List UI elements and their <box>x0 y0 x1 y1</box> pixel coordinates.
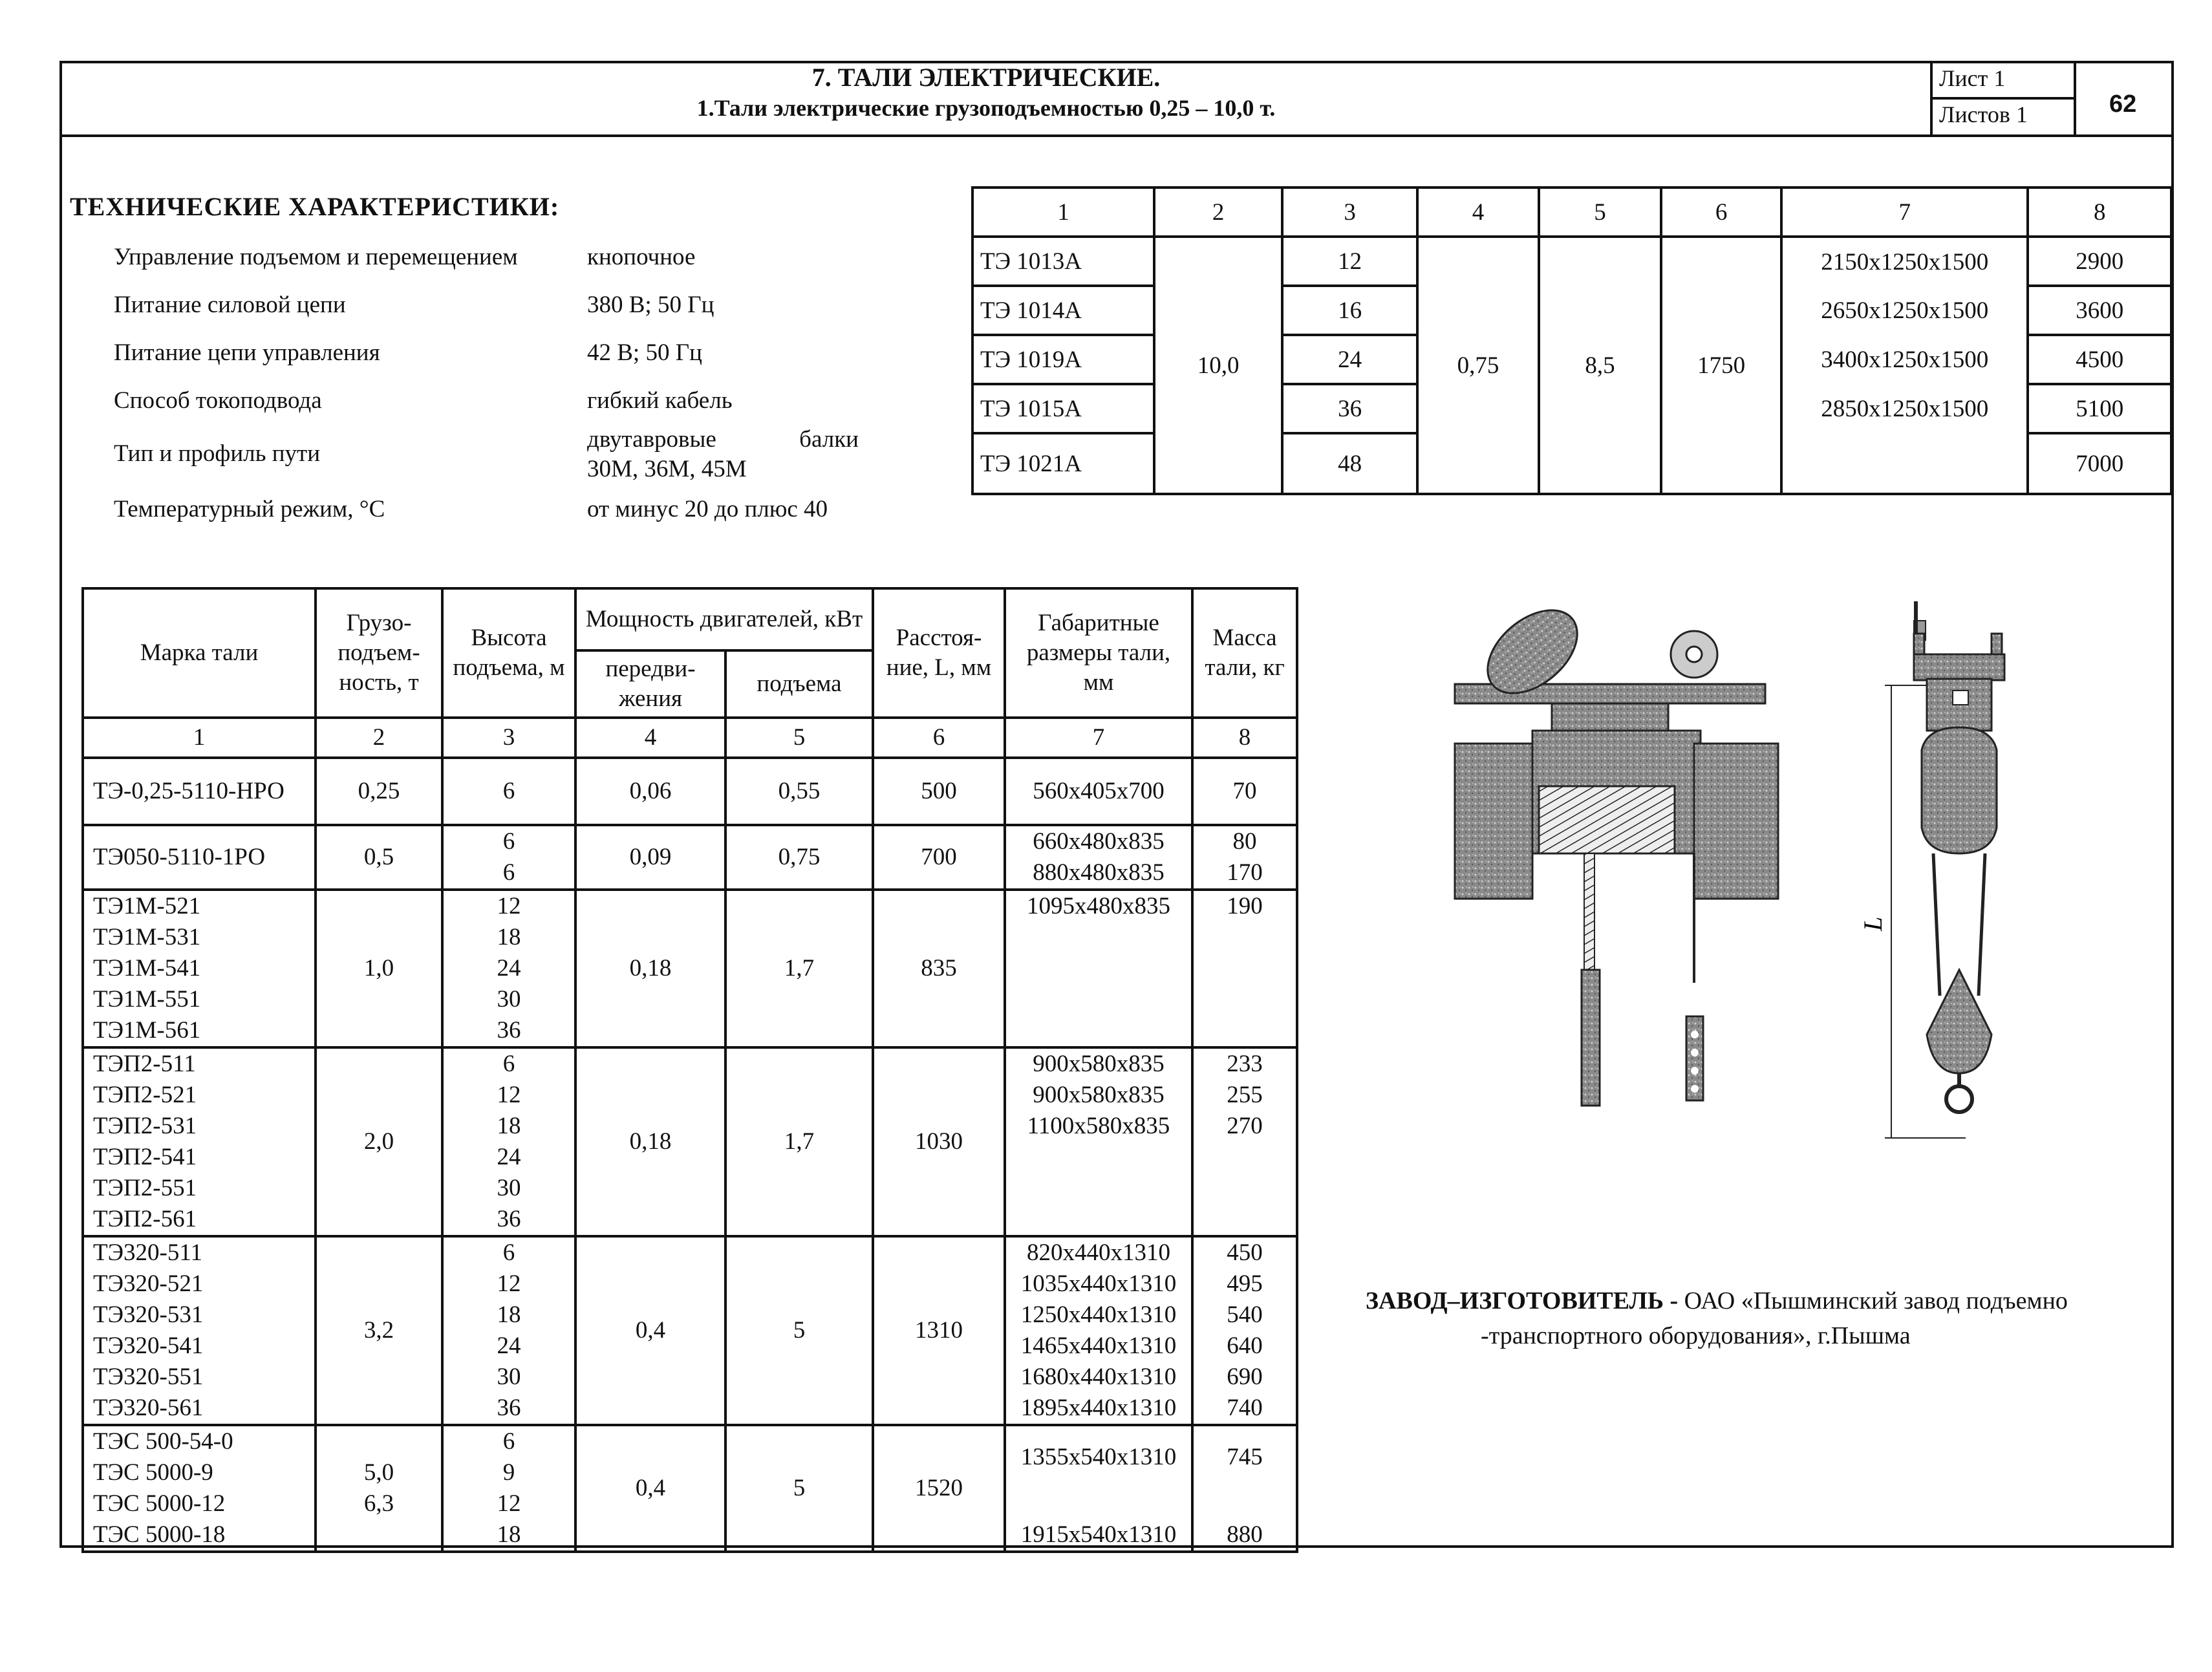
col-number: 2 <box>316 718 442 758</box>
power-lift-cell: 0,75 <box>725 825 873 890</box>
dims-cell: 1095х480х835 <box>1005 890 1192 1047</box>
height-cell: 6 6 <box>442 825 575 890</box>
table-row <box>83 1047 1297 1236</box>
col-number: 1 <box>972 188 1154 237</box>
power-move-cell: 0,09 <box>575 825 725 890</box>
spec-value: 380 В; 50 Гц <box>587 292 714 318</box>
head-mass: Масса тали, кг <box>1192 588 1297 718</box>
distance-cell: 835 <box>873 890 1005 1047</box>
mass-cell: 7000 <box>2028 433 2171 494</box>
power-lift-cell: 8,5 <box>1539 237 1661 494</box>
height-cell: 48 <box>1282 433 1417 494</box>
mass-cell: 2900 <box>2028 237 2171 286</box>
model-cell: ТЭ 1014А <box>972 286 1154 335</box>
power-move-cell: 0,4 <box>575 1236 725 1425</box>
height-cell: 6 12 18 24 30 36 <box>442 1236 575 1425</box>
dims-cell: 900х580х835 900х580х835 1100х580х835 <box>1005 1047 1192 1236</box>
height-cell: 24 <box>1282 335 1417 384</box>
head-height: Высота подъема, м <box>442 588 575 718</box>
col-number: 5 <box>725 718 873 758</box>
model-cell: ТЭП2-511 ТЭП2-521 ТЭП2-531 ТЭП2-541 ТЭП2-551 ТЭП2-561 <box>83 1047 316 1236</box>
dims-cell: 2650х1250х1500 <box>1781 286 2028 335</box>
dims-cell: 820х440х1310 1035х440х1310 1250х440х1310 1465х440х1310 1680х440х1310 1895х440х1310 <box>1005 1236 1192 1425</box>
mass-cell: 450 495 540 640 690 740 <box>1192 1236 1297 1425</box>
spec-value-profiles: 30М, 36М, 45М <box>587 456 747 482</box>
spec-label: Способ токоподвода <box>114 387 322 414</box>
manufacturer-label: ЗАВОД–ИЗГОТОВИТЕЛЬ - <box>1366 1287 1684 1314</box>
power-lift-cell: 5 <box>725 1236 873 1425</box>
spec-label: Питание цепи управления <box>114 339 380 366</box>
capacity-cell: 1,0 <box>316 890 442 1047</box>
model-cell: ТЭ 1021А <box>972 433 1154 494</box>
dimension-label: L <box>1858 916 1887 931</box>
spec-label: Питание силовой цепи <box>114 292 346 318</box>
head-capacity: Грузо-подъем-ность, т <box>316 588 442 718</box>
dims-cell <box>1781 433 2028 494</box>
heavy-hoists-table <box>971 186 2173 495</box>
power-move-cell: 0,4 <box>575 1425 725 1552</box>
head-model: Марка тали <box>83 588 316 718</box>
col-number: 3 <box>442 718 575 758</box>
col-number: 7 <box>1005 718 1192 758</box>
power-lift-cell: 1,7 <box>725 1047 873 1236</box>
height-cell: 12 <box>1282 237 1417 286</box>
distance-cell: 1520 <box>873 1425 1005 1552</box>
model-cell: ТЭ-0,25-5110-НРО <box>83 758 316 825</box>
col-number: 8 <box>1192 718 1297 758</box>
col-number: 5 <box>1539 188 1661 237</box>
power-lift-cell: 5 <box>725 1425 873 1552</box>
model-cell: ТЭ320-511 ТЭ320-521 ТЭ320-531 ТЭ320-541 ТЭ320-551 ТЭ320-561 <box>83 1236 316 1425</box>
head-power-lift: подъема <box>725 650 873 718</box>
sheet-label: Лист 1 <box>1939 65 2006 91</box>
head-power-move: передви-жения <box>575 650 725 718</box>
head-distance: Расстоя-ние, L, мм <box>873 588 1005 718</box>
manufacturer-line1 <box>1366 1287 2068 1315</box>
dims-cell: 560х405х700 <box>1005 758 1192 825</box>
distance-cell: 1030 <box>873 1047 1005 1236</box>
power-move-cell: 0,18 <box>575 1047 725 1236</box>
model-cell: ТЭ 1015А <box>972 384 1154 433</box>
dims-cell: 660х480х835 880х480х835 <box>1005 825 1192 890</box>
capacity-cell: 5,0 6,3 <box>316 1425 442 1552</box>
mass-cell: 70 <box>1192 758 1297 825</box>
mass-cell: 3600 <box>2028 286 2171 335</box>
manufacturer-line2: -транспортного оборудования», г.Пышма <box>1481 1322 1911 1349</box>
col-number: 6 <box>1661 188 1781 237</box>
dims-cell: 3400х1250х1500 <box>1781 335 2028 384</box>
col-number: 2 <box>1154 188 1282 237</box>
spec-value: от минус 20 до плюс 40 <box>587 496 828 522</box>
power-move-cell: 0,18 <box>575 890 725 1047</box>
distance-cell: 1750 <box>1661 237 1781 494</box>
col-number: 7 <box>1781 188 2028 237</box>
spec-value: гибкий кабель <box>587 387 733 414</box>
spec-value: кнопочное <box>587 244 696 270</box>
distance-cell: 500 <box>873 758 1005 825</box>
power-lift-cell: 0,55 <box>725 758 873 825</box>
capacity-cell: 10,0 <box>1154 237 1282 494</box>
dims-cell: 2150х1250х1500 <box>1781 237 2028 286</box>
power-lift-cell: 1,7 <box>725 890 873 1047</box>
height-cell: 6 9 12 18 <box>442 1425 575 1552</box>
sheets-label: Листов 1 <box>1939 102 2028 127</box>
capacity-cell: 0,25 <box>316 758 442 825</box>
page-number: 62 <box>2109 91 2137 118</box>
col-number: 3 <box>1282 188 1417 237</box>
head-dims: Габаритные размеры тали, мм <box>1005 588 1192 718</box>
dims-cell: 1355х540х1310 1915х540х1310 <box>1005 1425 1192 1552</box>
table-row <box>83 825 1297 890</box>
page-subtitle: 1.Тали электрические грузоподъемностью 0,25 – 10,0 т. <box>696 95 1276 121</box>
head-power: Мощность двигателей, кВт <box>575 588 873 650</box>
height-cell: 12 18 24 30 36 <box>442 890 575 1047</box>
col-number: 4 <box>575 718 725 758</box>
capacity-cell: 2,0 <box>316 1047 442 1236</box>
distance-cell: 1310 <box>873 1236 1005 1425</box>
table-row <box>83 1236 1297 1425</box>
table-row <box>83 890 1297 1047</box>
mass-cell: 5100 <box>2028 384 2171 433</box>
hoist-drawing <box>1435 582 2056 1183</box>
distance-cell: 700 <box>873 825 1005 890</box>
spec-label: Тип и профиль пути <box>114 440 321 467</box>
hoists-table <box>81 587 1298 1553</box>
table-row <box>83 758 1297 825</box>
col-number: 1 <box>83 718 316 758</box>
spec-label: Температурный режим, °С <box>114 496 385 522</box>
hoist-side-view <box>1455 594 1778 1106</box>
page-title: 7. ТАЛИ ЭЛЕКТРИЧЕСКИЕ. <box>811 63 1161 92</box>
manufacturer-name: ОАО «Пышминский завод подъемно <box>1684 1287 2068 1314</box>
model-cell: ТЭ 1019А <box>972 335 1154 384</box>
model-cell: ТЭС 500-54-0 ТЭС 5000-9 ТЭС 5000-12 ТЭС 5000-18 <box>83 1425 316 1552</box>
mass-cell: 190 <box>1192 890 1297 1047</box>
spec-value: 42 В; 50 Гц <box>587 339 702 366</box>
height-cell: 6 <box>442 758 575 825</box>
table-row <box>83 1425 1297 1552</box>
dims-cell: 2850х1250х1500 <box>1781 384 2028 433</box>
mass-cell: 4500 <box>2028 335 2171 384</box>
model-cell: ТЭ 1013А <box>972 237 1154 286</box>
height-cell: 6 12 18 24 30 36 <box>442 1047 575 1236</box>
spec-value: двутавровые балки <box>587 426 859 453</box>
height-cell: 36 <box>1282 384 1417 433</box>
mass-cell: 233 255 270 <box>1192 1047 1297 1236</box>
mass-cell: 745 880 <box>1192 1425 1297 1552</box>
capacity-cell: 0,5 <box>316 825 442 890</box>
col-number: 4 <box>1417 188 1539 237</box>
mass-cell: 80 170 <box>1192 825 1297 890</box>
capacity-cell: 3,2 <box>316 1236 442 1425</box>
model-cell: ТЭ1М-521 ТЭ1М-531 ТЭ1М-541 ТЭ1М-551 ТЭ1М-561 <box>83 890 316 1047</box>
power-move-cell: 0,06 <box>575 758 725 825</box>
spec-label: Управление подъемом и перемещением <box>114 244 518 270</box>
model-cell: ТЭ050-5110-1РО <box>83 825 316 890</box>
hoist-front-view <box>1858 601 2004 1138</box>
col-number: 6 <box>873 718 1005 758</box>
col-number: 8 <box>2028 188 2171 237</box>
header-divider <box>59 134 2174 137</box>
sheet-box <box>1930 61 2174 137</box>
specs-title: ТЕХНИЧЕСКИЕ ХАРАКТЕРИСТИКИ: <box>70 192 560 221</box>
power-move-cell: 0,75 <box>1417 237 1539 494</box>
height-cell: 16 <box>1282 286 1417 335</box>
